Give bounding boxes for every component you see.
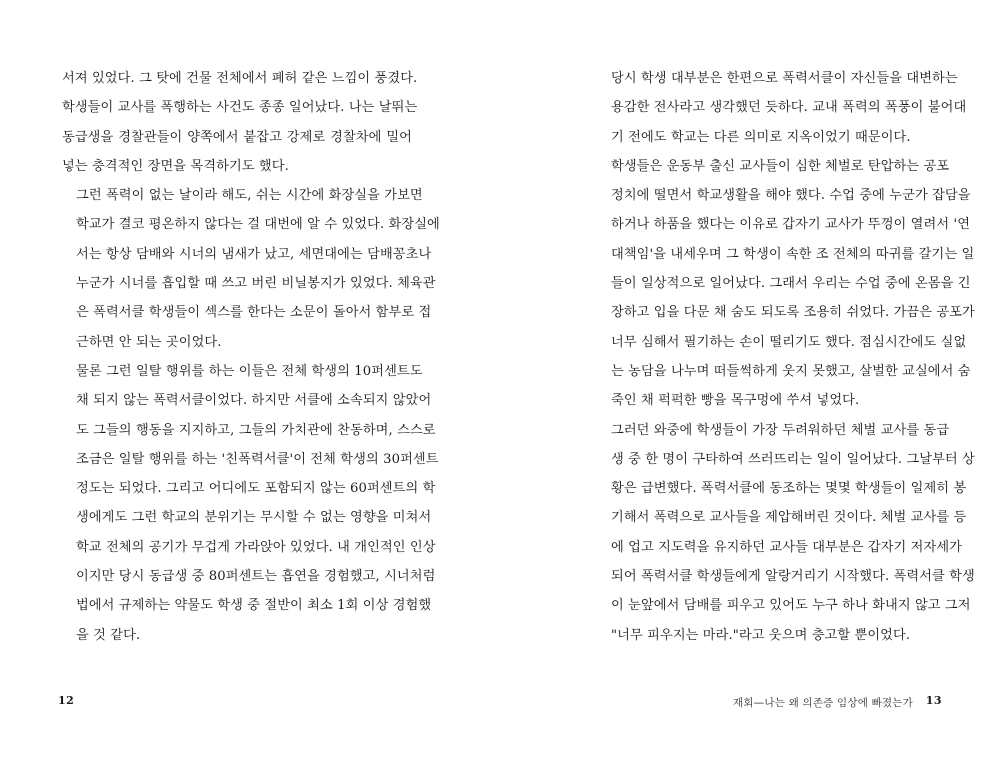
text-line: 학생들은 운동부 출신 교사들이 심한 체벌로 탄압하는 공포: [611, 158, 950, 174]
text-line: 서는 항상 담배와 시너의 냄새가 났고, 세면대에는 담배꽁초나: [76, 246, 432, 262]
text-line: 정도는 되었다. 그리고 어디에도 포함되지 않는 60퍼센트의 학: [76, 481, 436, 497]
text-line: 생에게도 그런 학교의 분위기는 무시할 수 없는 영향을 미쳐서: [76, 510, 432, 526]
text-line: 을 것 같다.: [76, 627, 141, 643]
text-line: 근하면 안 되는 곳이었다.: [76, 334, 222, 350]
text-line: 도 그들의 행동을 지지하고, 그들의 가치관에 찬동하며, 스스로: [76, 422, 436, 438]
paragraph: [62, 357, 439, 650]
paragraph: [597, 64, 967, 152]
text-line: 들이 일상적으로 일어났다. 그래서 우리는 수업 중에 온몸을 긴: [611, 276, 971, 292]
text-line: 대책임'을 내세우며 그 학생이 속한 조 전체의 따귀를 갈기는 일: [611, 246, 975, 262]
text-line: 당시 학생 대부분은 한편으로 폭력서클이 자신들을 대변하는: [611, 71, 958, 86]
text-line: "너무 피우지는 마라."라고 웃으며 충고할 뿐이었다.: [611, 627, 911, 643]
text-line: 이 눈앞에서 담배를 피우고 있어도 누구 하나 화내지 않고 그저: [611, 598, 971, 614]
text-line: 넣는 충격적인 장면을 목격하기도 했다.: [62, 158, 289, 174]
text-line: 학교 전체의 공기가 무겁게 가라앉아 있었다. 내 개인적인 인상: [76, 539, 436, 555]
text-line: 죽인 채 퍽퍽한 빵을 목구멍에 쑤셔 넣었다.: [611, 393, 860, 409]
text-line: 그러던 와중에 학생들이 가장 두려워하던 체벌 교사를 동급: [611, 422, 950, 438]
text-line: 정치에 떨면서 학교생활을 해야 했다. 수업 중에 누군가 잡담을: [611, 188, 971, 204]
left-page-number: 12: [58, 694, 75, 707]
text-line: 그런 폭력이 없는 날이라 해도, 쉬는 시간에 화장실을 가보면: [76, 188, 423, 204]
text-line: 서져 있었다. 그 탓에 건물 전체에서 폐허 같은 느낌이 풍겼다.: [62, 71, 418, 86]
text-line: 은 폭력서클 학생들이 섹스를 한다는 소문이 돌아서 함부로 접: [76, 305, 432, 321]
text-line: 는 농담을 나누며 떠들썩하게 웃지 못했고, 살벌한 교실에서 숨: [611, 363, 971, 379]
text-line: 황은 급변했다. 폭력서클에 동조하는 몇몇 학생들이 일제히 봉: [611, 481, 967, 497]
paragraph: [62, 64, 418, 181]
text-line: 법에서 규제하는 약물도 학생 중 절반이 최소 1회 이상 경험했: [76, 598, 432, 614]
text-line: 생 중 한 명이 구타하여 쓰러뜨리는 일이 일어났다. 그날부터 상: [611, 451, 975, 467]
text-line: 기 전에도 학교는 다른 의미로 지옥이었기 때문이다.: [611, 129, 911, 145]
text-line: 너무 심해서 필기하는 손이 떨리기도 했다. 점심시간에도 실없: [611, 334, 967, 350]
text-line: 학교가 결코 평온하지 않다는 걸 대번에 알 수 있었다. 화장실에: [76, 217, 440, 233]
text-line: 채 되지 않는 폭력서클이었다. 하지만 서클에 소속되지 않았어: [76, 393, 432, 409]
text-line: 조금은 일탈 행위를 하는 '친폭력서클'이 전체 학생의 30퍼센트: [76, 451, 439, 467]
text-line: 누군가 시너를 흡입할 때 쓰고 버린 비닐봉지가 있었다. 체육관: [76, 276, 436, 292]
paragraph: [597, 152, 975, 416]
right-page-number: 13: [925, 694, 942, 707]
text-line: 기해서 폭력으로 교사들을 제압해버린 것이다. 체벌 교사를 등: [611, 510, 967, 526]
running-head: 재회—나는 왜 의존증 임상에 빠졌는가: [733, 697, 913, 709]
text-line: 하거나 하품을 했다는 이유로 갑자기 교사가 뚜껑이 열려서 '연: [611, 217, 971, 233]
right-page: [500, 0, 1000, 759]
text-line: 이지만 당시 동급생 중 80퍼센트는 흡연을 경험했고, 시너처럼: [76, 569, 436, 585]
text-line: 에 업고 지도력을 유지하던 교사들 대부분은 갑자기 저자세가: [611, 539, 963, 555]
text-line: 물론 그런 일탈 행위를 하는 이들은 전체 학생의 10퍼센트도: [76, 363, 423, 379]
paragraph: [62, 181, 440, 357]
text-line: 학생들이 교사를 폭행하는 사건도 종종 일어났다. 나는 날뛰는: [62, 100, 418, 116]
text-line: 동급생을 경찰관들이 양쪽에서 붙잡고 강제로 경찰차에 밀어: [62, 129, 412, 145]
text-line: 장하고 입을 다문 채 숨도 되도록 조용히 쉬었다. 가끔은 공포가: [611, 305, 975, 321]
text-line: 되어 폭력서클 학생들에게 알랑거리기 시작했다. 폭력서클 학생: [611, 569, 975, 585]
right-page-body: [597, 64, 975, 650]
text-line: 용감한 전사라고 생각했던 듯하다. 교내 폭력의 폭풍이 불어대: [611, 100, 967, 116]
paragraph: [597, 416, 975, 650]
left-page-body: [62, 64, 440, 650]
